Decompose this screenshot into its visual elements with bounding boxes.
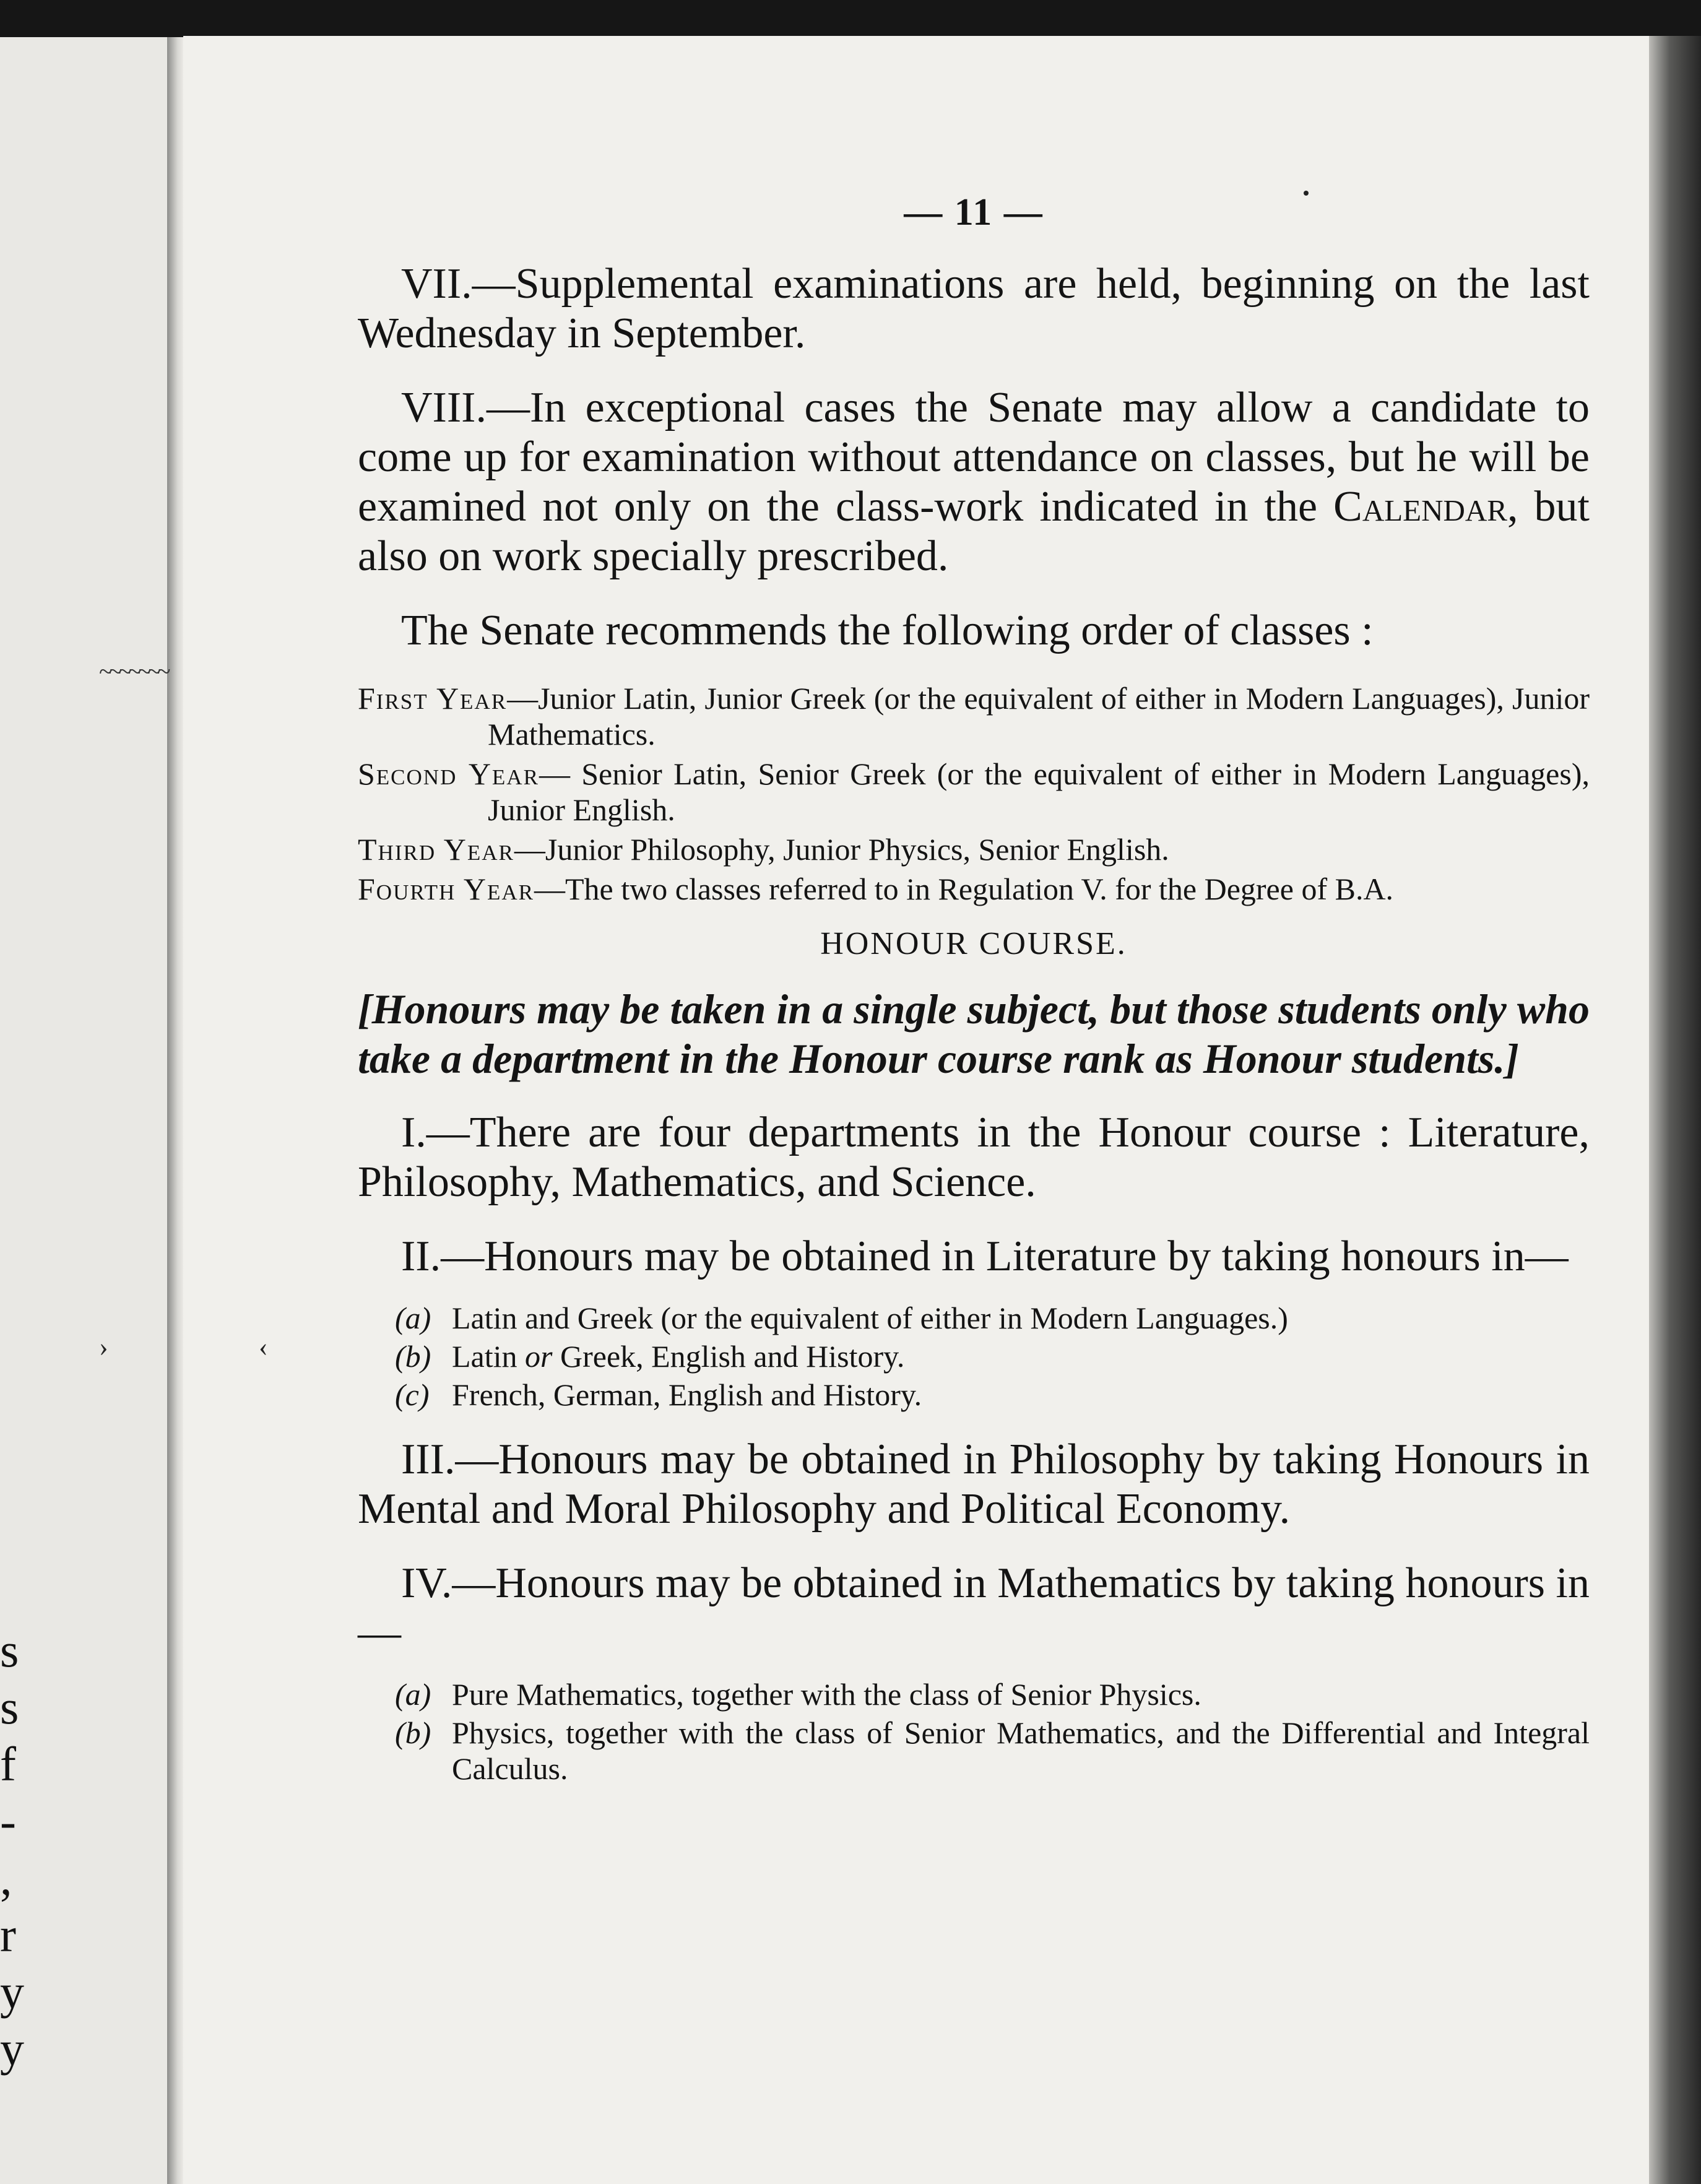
margin-tick-mark: ‹ — [259, 1332, 268, 1362]
left-fragment: s — [0, 1680, 19, 1734]
class-order-item — [358, 756, 1590, 828]
option-text: Latin and Greek (or the equivalent of either in Modern Languages.) — [452, 1301, 1288, 1335]
year-label: First Year — [358, 681, 508, 716]
honour-rule-iv: IV.—Honours may be obtained in Mathematics by taking honours in— — [358, 1559, 1590, 1657]
option-mark: (c) — [395, 1377, 430, 1412]
left-fragment: - — [0, 1794, 16, 1848]
honour-rule-ii: II.—Honours may be obtained in Literature by taking honours in— — [401, 1233, 1569, 1280]
page-number: — 11 — — [904, 191, 1044, 233]
left-fragment: y — [0, 2022, 24, 2076]
left-fragment: , — [0, 1851, 12, 1905]
honour-rule-i: I.—There are four departments in the Honour course : Literature, Philosophy, Mathematics, and Science. — [358, 1109, 1590, 1206]
option-mark: (b) — [395, 1715, 431, 1750]
binding-thread-mark: ~~~~~~~ — [99, 657, 167, 685]
page-fore-edge — [1649, 36, 1701, 2184]
left-fragment: f — [0, 1737, 16, 1791]
option-text: Pure Mathematics, together with the class of Senior Physics. — [452, 1677, 1201, 1712]
left-page-text-fragments — [0, 1622, 25, 2078]
option-italic-or: or — [525, 1339, 553, 1374]
page-content — [358, 191, 1590, 1809]
option-item — [395, 1300, 1590, 1336]
year-classes: —The two classes referred to in Regulation V. for the Degree of B.A. — [534, 872, 1394, 906]
honour-course-heading: HONOUR COURSE. — [820, 926, 1127, 961]
class-order-list — [358, 680, 1590, 907]
year-classes: —Junior Philosophy, Junior Physics, Senior English. — [514, 832, 1169, 867]
option-text: Physics, together with the class of Senior Mathematics, and the Differential and Integral Calculus. — [452, 1715, 1590, 1786]
option-text-after: Greek, English and History. — [552, 1339, 905, 1374]
option-item — [395, 1377, 1590, 1413]
left-page-edge — [0, 37, 173, 2184]
option-item — [395, 1338, 1590, 1374]
year-label: Fourth Year — [358, 872, 535, 906]
option-mark: (a) — [395, 1301, 431, 1335]
option-item — [395, 1715, 1590, 1787]
year-label: Second Year — [358, 756, 539, 791]
mathematics-options — [395, 1676, 1590, 1787]
book-spine — [167, 37, 184, 2184]
left-fragment: y — [0, 1965, 24, 2019]
year-classes: —Junior Latin, Junior Greek (or the equivalent of either in Modern Languages), Junior Mathematics. — [488, 681, 1590, 752]
calendar-small-caps: Calendar — [1333, 483, 1507, 531]
right-page — [183, 36, 1649, 2184]
year-label: Third Year — [358, 832, 514, 867]
rule-viii-text-before: VIII.—In exceptional cases the Senate may allow a candidate to come up for examination without attendance on classes, but he will be examined not only on the class-work indicated in the — [358, 384, 1590, 531]
class-order-item — [358, 831, 1590, 867]
rule-viii — [358, 383, 1590, 581]
year-classes: — Senior Latin, Senior Greek (or the equivalent of either in Modern Languages), Junior English. — [488, 756, 1590, 827]
left-fragment: r — [0, 1908, 16, 1962]
rule-vii: VII.—Supplemental examinations are held, beginning on the last Wednesday in September. — [358, 260, 1590, 357]
option-mark: (b) — [395, 1339, 431, 1374]
left-fragment: s — [0, 1623, 19, 1677]
honour-note: [Honours may be taken in a single subject, but those students only who take a department in the Honour course rank as Honour students.] — [358, 986, 1590, 1082]
option-text-before: Latin — [452, 1339, 526, 1374]
class-order-item — [358, 871, 1590, 907]
option-item — [395, 1676, 1590, 1712]
option-text: French, German, English and History. — [452, 1377, 922, 1412]
honour-rule-iii: III.—Honours may be obtained in Philosophy by taking Honours in Mental and Moral Philosophy and Political Economy. — [358, 1436, 1590, 1533]
option-mark: (a) — [395, 1677, 431, 1712]
margin-tick-mark: › — [99, 1332, 108, 1362]
literature-options — [395, 1300, 1590, 1413]
class-order-item — [358, 680, 1590, 752]
recommendation-intro: The Senate recommends the following order of classes : — [401, 607, 1374, 654]
rule-viii-text-after: , but also on work specially prescribed. — [358, 483, 1590, 580]
